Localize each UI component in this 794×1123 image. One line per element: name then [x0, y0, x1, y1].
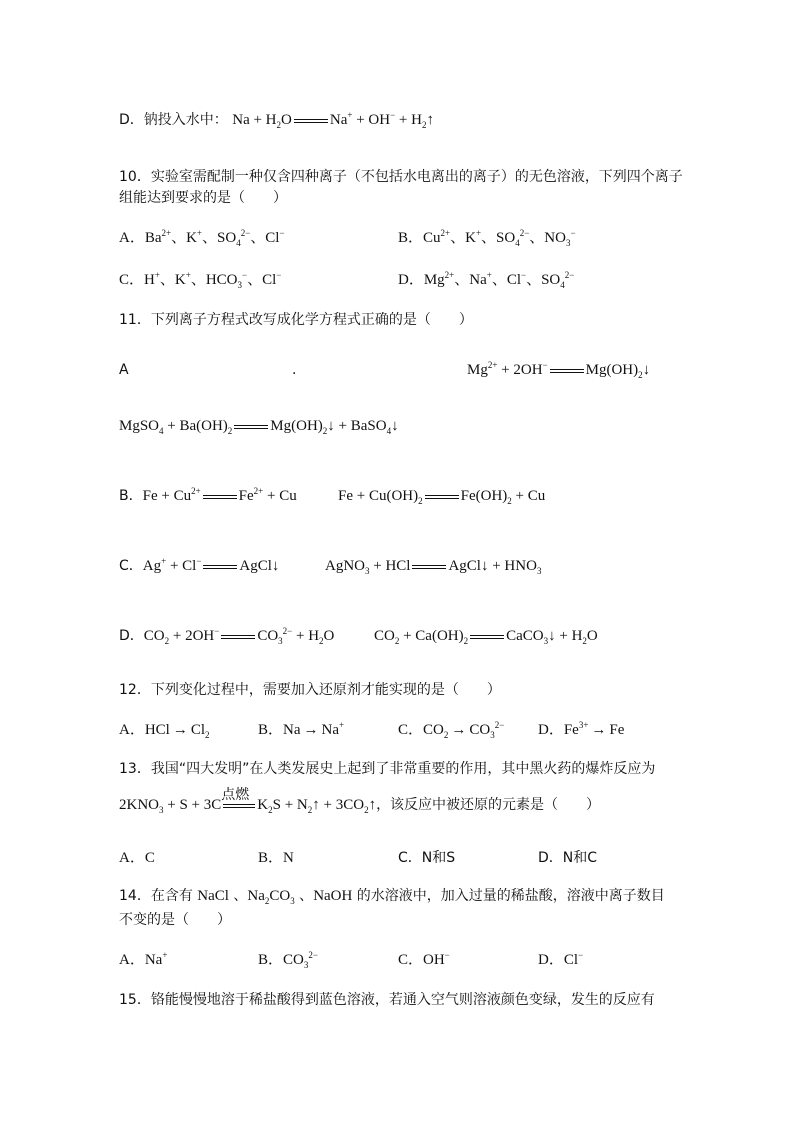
q13-equation: $2KNO_3 + S + 3C$ 点燃 $K_2S$ + $N_2↑$ + $3CO_2↑$，该反应中被还原的元素是（ ）	[119, 786, 601, 815]
q11-option-c[interactable]: C．Ag+ + Cl− AgCl↓	[119, 556, 280, 574]
q14-stem-line1: 14．在含有 NaCl 、$Na_2CO_3$ 、NaOH 的水溶液中，加入过量的稀盐酸，溶液中离子数目	[119, 888, 665, 906]
q13-option-b[interactable]: B．N	[258, 850, 294, 866]
q12-option-a[interactable]: A．HCl → $Cl_2$	[119, 722, 210, 740]
q11-option-d[interactable]: D．$CO_2 + 2OH^-$ $CO_3^{2-} + H_2O$	[119, 626, 335, 646]
q11-option-a-ionic: $Mg^{2+} + 2OH^-$ $Mg(OH)_2↓$	[467, 360, 651, 380]
q11-option-c-label: C．	[119, 558, 143, 574]
q10-stem-line1: 10．实验室需配制一种仅含四种离子（不包括水电离出的离子）的无色溶液，下列四个离子	[119, 169, 683, 185]
q13-condition: 点燃	[223, 804, 255, 808]
q14-option-a[interactable]: A．Na+	[119, 950, 168, 968]
q9-option-d-label: D．钠投入水中：	[119, 112, 228, 128]
q11-option-a-label[interactable]: A	[119, 362, 129, 378]
q14-option-c[interactable]: C．OH−	[398, 950, 450, 968]
q11-option-a-dot: .	[292, 362, 297, 378]
q10-option-c[interactable]: C．H+、K+、$HCO_3^-$、Cl−	[119, 270, 282, 290]
q14-option-b[interactable]: B．$CO_3^{2-}$	[258, 950, 318, 970]
q9-option-d	[119, 110, 434, 130]
q10-option-d[interactable]: D．$Mg^{2+}$、Na+、Cl−、$SO_4^{2-}$	[398, 270, 575, 290]
q12-option-c[interactable]: C．$CO_2 \to CO_3^{2-}$	[398, 720, 505, 740]
q11-option-c-chem: AgNO$_3$ + HCl AgCl↓ + $HNO_3$	[325, 558, 542, 576]
q10-stem-line2: 组能达到要求的是（ ）	[119, 190, 287, 206]
q15-stem-line1: 15．铬能慢慢地溶于稀盐酸得到蓝色溶液，若通入空气则溶液颜色变绿，发生的反应有	[119, 992, 655, 1008]
q13-stem-line1: 13．我国“四大发明”在人类发展史上起到了非常重要的作用，其中黑火药的爆炸反应为	[119, 761, 656, 777]
q12-option-b[interactable]: B．Na → Na+	[258, 720, 345, 738]
q10-option-b[interactable]: B．$Cu^{2+}$、K+、$SO_4^{2-}$、$NO_3^-$	[398, 228, 576, 248]
q11-option-b-label: B．	[119, 488, 143, 504]
q11-option-d-label: D．	[119, 628, 144, 644]
q11-stem: 11．下列离子方程式改写成化学方程式正确的是（ ）	[119, 312, 473, 328]
q10-option-a[interactable]: A．$Ba^{2+}$、K+、$SO_4^{2-}$、Cl−	[119, 228, 285, 248]
q14-stem-line2: 不变的是（ ）	[119, 912, 231, 928]
q11-option-a-chem: MgSO$_4$ + $Ba(OH)_2$ $Mg(OH)_2↓$ + BaSO$_4$↓	[119, 418, 399, 436]
q9-option-d-formula: $Na + H_2O$ $Na^+ + OH^- + H_2↑$	[232, 110, 434, 130]
q11-option-b[interactable]: B．$Fe + Cu^{2+}$ $Fe^{2+} + Cu$	[119, 486, 297, 504]
q13-option-c[interactable]: C．N和S	[398, 850, 456, 866]
q11-option-b-chem: $Fe + Cu(OH)_2$ $Fe(OH)_2 + Cu$	[338, 488, 546, 506]
q13-option-a[interactable]: A．C	[119, 850, 155, 866]
q13-option-d[interactable]: D．N和C	[538, 850, 598, 866]
q12-option-d[interactable]: D．$Fe^{3+} \to Fe$	[538, 720, 625, 738]
q11-option-d-chem: $CO_2 + Ca(OH)_2$ CaCO$_3$↓ + $H_2O$	[374, 628, 598, 646]
q13-stem-tail: ，该反应中被还原的元素是（ ）	[376, 797, 601, 813]
q14-option-d[interactable]: D．Cl−	[538, 950, 584, 968]
q12-stem: 12．下列变化过程中，需要加入还原剂才能实现的是（ ）	[119, 682, 501, 698]
